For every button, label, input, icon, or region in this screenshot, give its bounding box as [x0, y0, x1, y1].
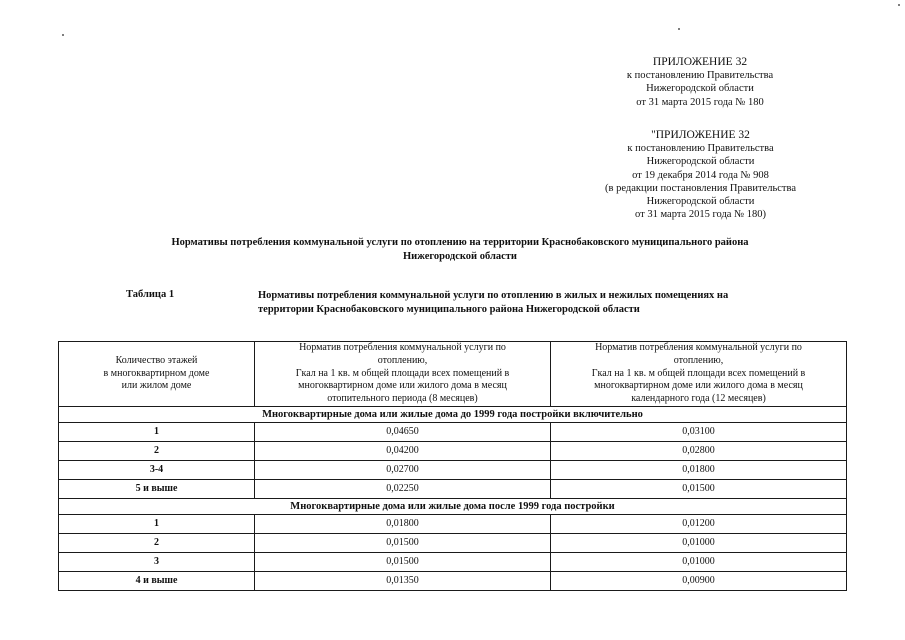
- cell-heating-period: 0,01500: [255, 553, 551, 572]
- cell-calendar-year: 0,03100: [551, 423, 847, 442]
- document-title: [60, 236, 860, 263]
- table-row: [59, 423, 847, 442]
- table-number: Таблица 1: [126, 289, 175, 300]
- cell-calendar-year: 0,01000: [551, 534, 847, 553]
- appendix-reference: к постановлению Правительства: [627, 143, 774, 155]
- table-row: [59, 572, 847, 591]
- cell-calendar-year: 0,02800: [551, 442, 847, 461]
- section-title: Многоквартирные дома или жилые дома до 1999 года постройки включительно: [59, 407, 847, 423]
- appendix-header-current: [600, 56, 800, 109]
- appendix-amendment-date: от 31 марта 2015 года № 180): [635, 209, 766, 221]
- cell-floors: 3: [59, 553, 255, 572]
- document-title-line: Нормативы потребления коммунальной услуги по отоплению на территории Краснобаковского муниципального района: [171, 237, 749, 248]
- scan-speck: [678, 28, 680, 30]
- appendix-date: от 31 марта 2015 года № 180: [636, 96, 764, 108]
- norms-table: [58, 341, 847, 591]
- table-row: [59, 461, 847, 480]
- scan-speck: [62, 34, 64, 36]
- appendix-amendment: (в редакции постановления Правительства: [605, 182, 796, 194]
- cell-floors: 1: [59, 423, 255, 442]
- table-title-line: территории Краснобаковского муниципального района Нижегородской области: [258, 303, 640, 315]
- cell-heating-period: 0,01500: [255, 534, 551, 553]
- appendix-region: Нижегородской области: [646, 156, 755, 168]
- cell-calendar-year: 0,01200: [551, 515, 847, 534]
- table-row: [59, 442, 847, 461]
- header-floors: Количество этажей в многоквартирном доме или жилом доме: [59, 342, 255, 407]
- cell-calendar-year: 0,01500: [551, 480, 847, 499]
- scan-speck: [898, 4, 900, 6]
- cell-heating-period: 0,02250: [255, 480, 551, 499]
- cell-calendar-year: 0,00900: [551, 572, 847, 591]
- section-title: Многоквартирные дома или жилые дома после 1999 года постройки: [59, 499, 847, 515]
- document-title-line: Нижегородской области: [403, 250, 517, 262]
- appendix-amendment-region: Нижегородской области: [646, 196, 755, 208]
- table-header-row: [59, 342, 847, 407]
- section-row: [59, 499, 847, 515]
- cell-floors: 2: [59, 442, 255, 461]
- cell-calendar-year: 0,01000: [551, 553, 847, 572]
- appendix-number: "ПРИЛОЖЕНИЕ 32: [651, 129, 750, 141]
- cell-heating-period: 0,02700: [255, 461, 551, 480]
- appendix-number: ПРИЛОЖЕНИЕ 32: [652, 56, 748, 68]
- cell-floors: 3-4: [59, 461, 255, 480]
- cell-heating-period: 0,04650: [255, 423, 551, 442]
- section-row: [59, 407, 847, 423]
- table-title: [258, 289, 818, 316]
- table-row: [59, 515, 847, 534]
- appendix-date: от 19 декабря 2014 года № 908: [632, 169, 769, 181]
- appendix-reference: к постановлению Правительства: [626, 70, 774, 82]
- table-row: [59, 480, 847, 499]
- appendix-header-original: [578, 129, 823, 221]
- cell-floors: 2: [59, 534, 255, 553]
- cell-floors: 5 и выше: [59, 480, 255, 499]
- cell-floors: 1: [59, 515, 255, 534]
- table-row: [59, 553, 847, 572]
- cell-heating-period: 0,01800: [255, 515, 551, 534]
- header-calendar-year-norm: Норматив потребления коммунальной услуги по отоплению, Гкал на 1 кв. м общей площади всех помещений в многоквартирном доме или жилого дома в месяц календарного года (12 месяцев): [551, 342, 847, 407]
- header-heating-period-norm: Норматив потребления коммунальной услуги по отоплению, Гкал на 1 кв. м общей площади всех помещений в многоквартирном доме или жилого дома в месяц отопительного периода (8 месяцев): [255, 342, 551, 407]
- cell-heating-period: 0,01350: [255, 572, 551, 591]
- cell-floors: 4 и выше: [59, 572, 255, 591]
- table-row: [59, 534, 847, 553]
- cell-heating-period: 0,04200: [255, 442, 551, 461]
- cell-calendar-year: 0,01800: [551, 461, 847, 480]
- appendix-region: Нижегородской области: [646, 83, 754, 95]
- table-title-line: Нормативы потребления коммунальной услуги по отоплению в жилых и нежилых помещениях на: [258, 290, 729, 301]
